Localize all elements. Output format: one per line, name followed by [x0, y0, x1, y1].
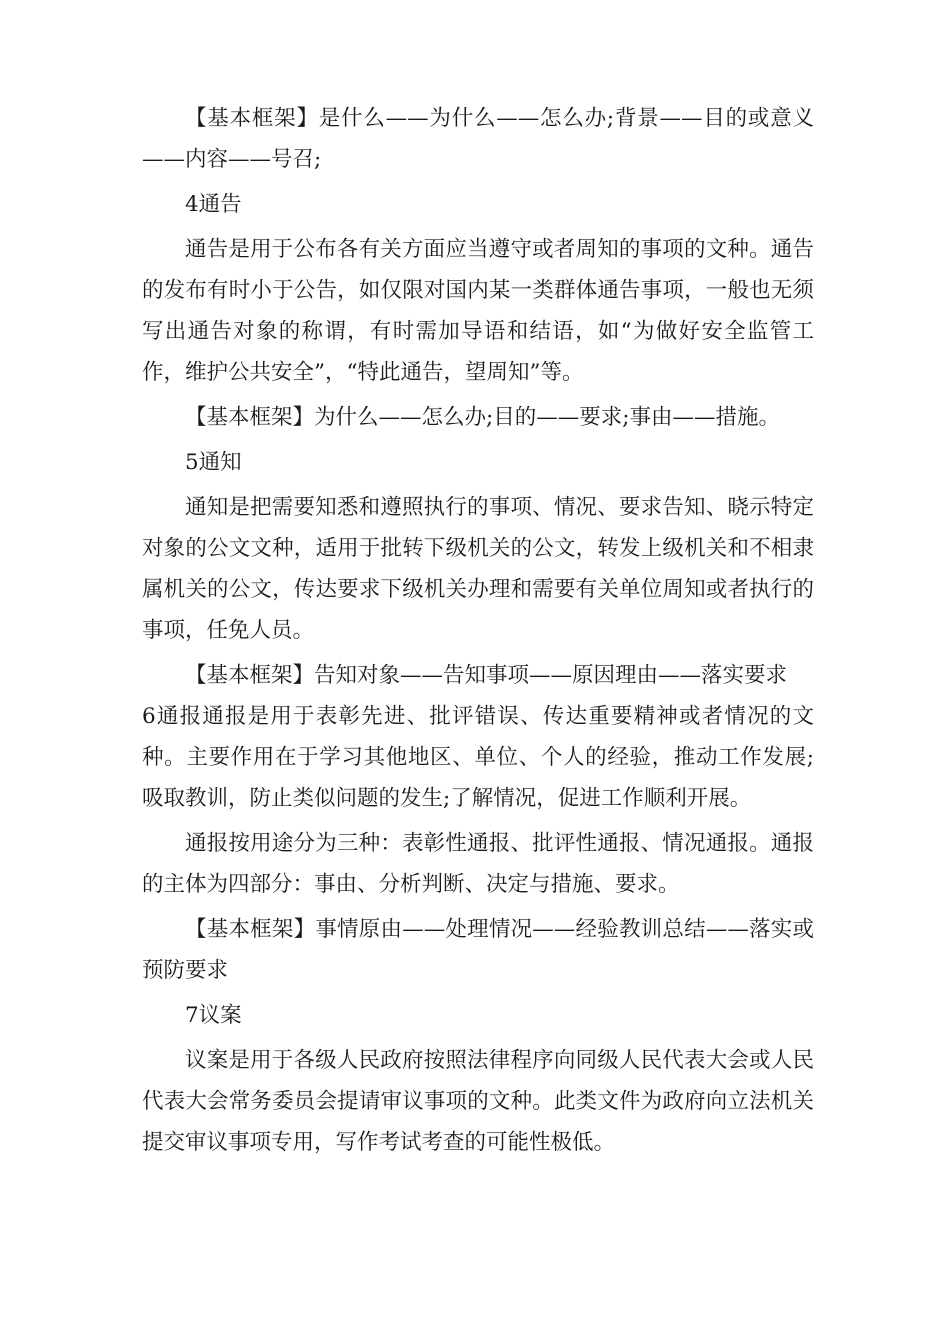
paragraph-framework-announcement: 【基本框架】是什么——为什么——怎么办;背景——目的或意义——内容——号召;: [142, 106, 814, 172]
document-body: [142, 98, 814, 1163]
paragraph-framework-notice: 【基本框架】为什么——怎么办;目的——要求;事由——措施。: [185, 405, 780, 430]
heading-notice-4: 4通告: [185, 192, 242, 217]
paragraph-notice-definition: 通告是用于公布各有关方面应当遵守或者周知的事项的文种。通告的发布有时小于公告，如仅限对国内某一类群体通告事项，一般也无须写出通告对象的称谓，有时需加导语和结语，如“为做好安全监管工作，维护公共安全”，“特此通告，望周知”等。: [142, 237, 814, 385]
paragraph-circular-definition: 通知是把需要知悉和遵照执行的事项、情况、要求告知、晓示特定对象的公文文种，适用于批转下级机关的公文，转发上级机关和不相隶属机关的公文，传达要求下级机关办理和需要有关单位周知或者执行的事项，任免人员。: [142, 495, 814, 643]
paragraph-motion-definition: 议案是用于各级人民政府按照法律程序向同级人民代表大会或人民代表大会常务委员会提请审议事项的文种。此类文件为政府向立法机关提交审议事项专用，写作考试考查的可能性极低。: [142, 1048, 814, 1155]
heading-motion-7: 7议案: [185, 1003, 242, 1028]
paragraph-bulletin-definition: 6通报通报是用于表彰先进、批评错误、传达重要精神或者情况的文种。主要作用在于学习其他地区、单位、个人的经验，推动工作发展;吸取教训，防止类似问题的发生;了解情况，促进工作顺利开展。: [142, 704, 814, 811]
paragraph-bulletin-types: 通报按用途分为三种：表彰性通报、批评性通报、情况通报。通报的主体为四部分：事由、分析判断、决定与措施、要求。: [142, 831, 814, 897]
heading-circular-5: 5通知: [185, 450, 242, 475]
paragraph-framework-bulletin: 【基本框架】事情原由——处理情况——经验教训总结——落实或预防要求: [142, 917, 814, 983]
paragraph-framework-circular: 【基本框架】告知对象——告知事项——原因理由——落实要求: [185, 663, 788, 688]
